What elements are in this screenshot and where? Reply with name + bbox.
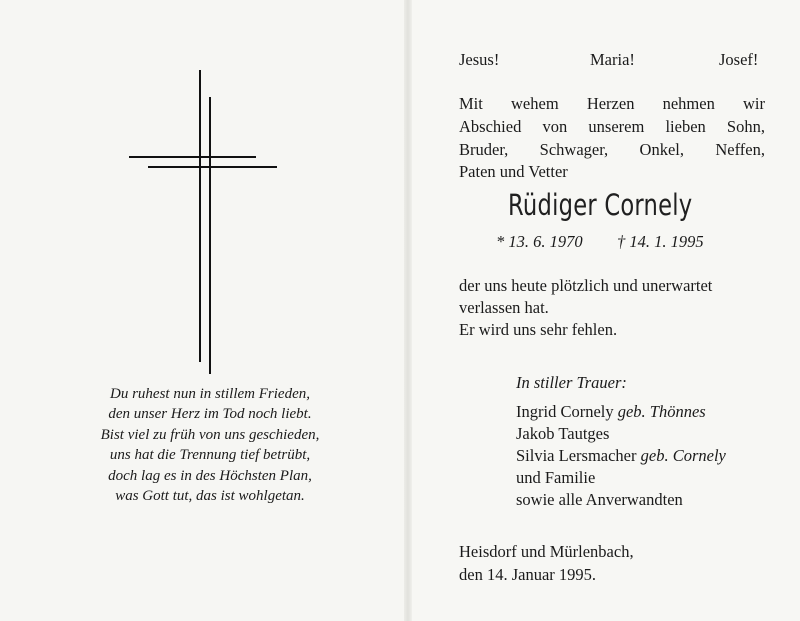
verse-line: den unser Herz im Tod noch liebt. <box>108 406 312 423</box>
mourner-name: Jakob Tautges <box>516 424 610 443</box>
intro-line: Abschied von unserem lieben Sohn, <box>459 117 765 136</box>
mourner-entry <box>516 424 609 444</box>
deceased-name: Rüdiger Cornely <box>508 188 693 222</box>
intro-line: Bruder, Schwager, Onkel, Neffen, <box>459 140 765 159</box>
mourner-name: und Familie <box>516 468 596 487</box>
card-fold <box>404 0 412 621</box>
mourner-entry <box>516 446 726 466</box>
mourner-name: Silvia Lersmacher <box>516 446 637 465</box>
header-jesus: Jesus! <box>459 50 500 69</box>
date-line: den 14. Januar 1995. <box>459 565 597 584</box>
mourner-note: geb. Thönnes <box>617 402 706 421</box>
place-line: Heisdorf und Mürlenbach, <box>459 542 634 561</box>
mourner-note: geb. Cornely <box>640 446 726 465</box>
mourners-heading: In stiller Trauer: <box>516 373 627 392</box>
verse-line: uns hat die Trennung tief betrübt, <box>109 447 311 464</box>
message-line: verlassen hat. <box>459 298 549 317</box>
mourner-name: Ingrid Cornely <box>516 402 614 421</box>
message-line: Er wird uns sehr fehlen. <box>459 320 618 339</box>
death-date: † 14. 1. 1995 <box>617 232 704 251</box>
birth-date: * 13. 6. 1970 <box>496 232 583 251</box>
message-line: der uns heute plötzlich und unerwartet <box>459 276 713 295</box>
intro-line: Mit wehem Herzen nehmen wir <box>459 94 765 113</box>
header-maria: Maria! <box>590 50 635 69</box>
memorial-verse <box>40 384 380 506</box>
mourner-entry <box>516 468 595 488</box>
verse-line: doch lag es in des Höchsten Plan, <box>108 467 312 484</box>
mourner-entry <box>516 490 683 510</box>
verse-line: was Gott tut, das ist wohlgetan. <box>115 488 305 505</box>
mourner-entry <box>516 402 706 422</box>
verse-line: Du ruhest nun in stillem Frieden, <box>110 386 310 402</box>
intro-line: Paten und Vetter <box>459 162 568 181</box>
header-josef: Josef! <box>719 50 759 69</box>
verse-line: Bist viel zu früh von uns geschieden, <box>100 426 320 443</box>
mourner-name: sowie alle Anverwandten <box>516 490 683 509</box>
